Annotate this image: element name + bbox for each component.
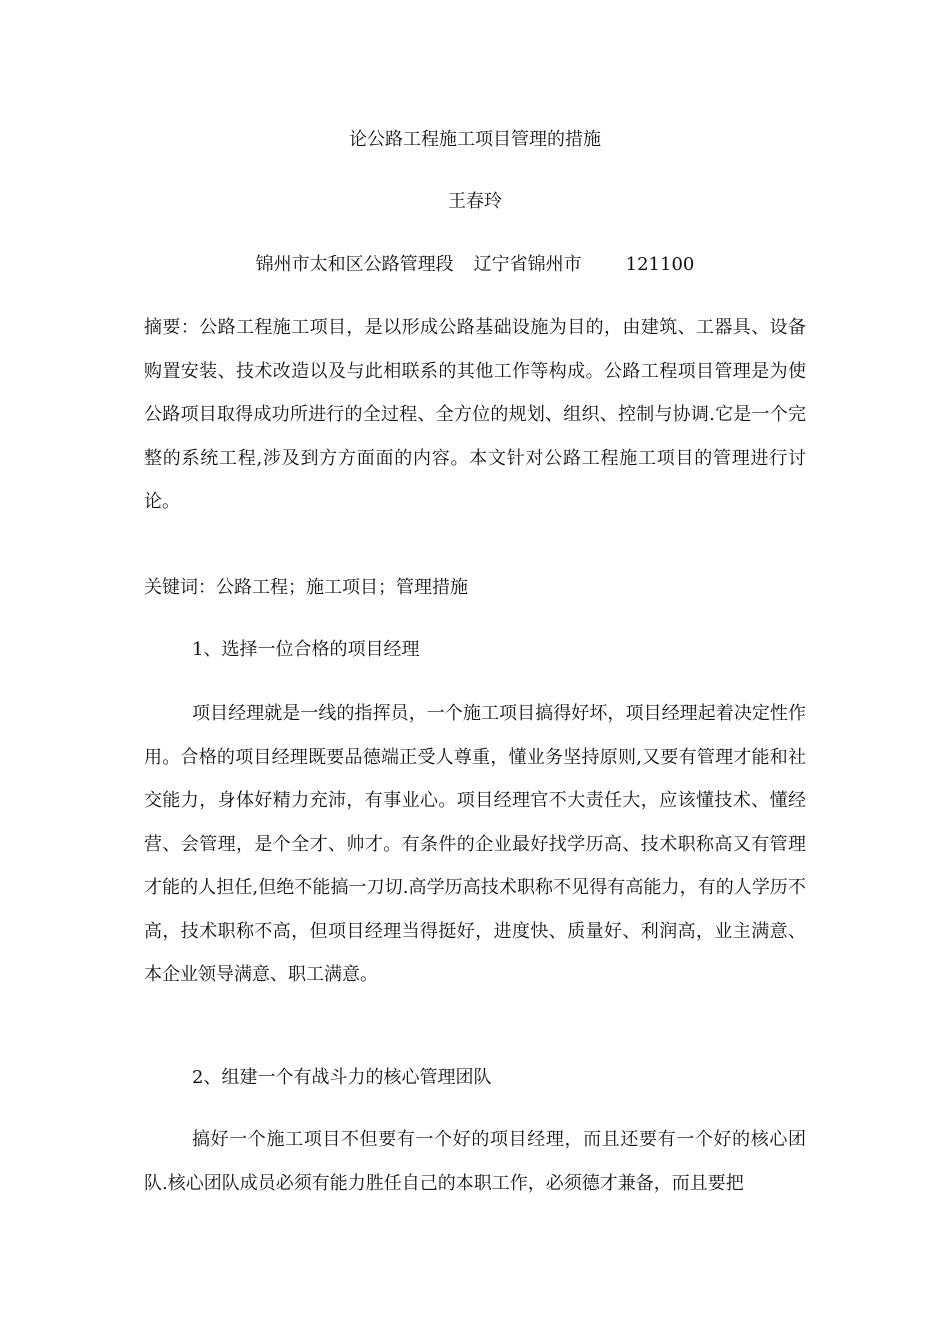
affiliation-location: 辽宁省锦州市 bbox=[473, 254, 582, 275]
affiliation-postcode: 121100 bbox=[625, 254, 695, 275]
abstract-paragraph: 摘要：公路工程施工项目，是以形成公路基础设施为目的，由建筑、工器具、设备购置安装、技术改造以及与此相联系的其他工作等构成。公路工程项目管理是为使公路项目取得成功所进行的全过程、全方位的规划、组织、控制与协调.它是一个完整的系统工程,涉及到方方面面的内容。本文针对公路工程施工项目的管理进行讨论。 bbox=[144, 317, 806, 512]
author-affiliation bbox=[0, 253, 950, 277]
affiliation-unit: 锦州市太和区公路管理段 bbox=[255, 254, 454, 275]
keywords-line: 关键词：公路工程；施工项目；管理措施 bbox=[144, 577, 468, 598]
author-name: 王春玲 bbox=[448, 191, 502, 212]
section-paragraph-1: 项目经理就是一线的指挥员，一个施工项目搞得好坏，项目经理起着决定性作用。合格的项目经理既要品德端正受人尊重，懂业务坚持原则,又要有管理才能和社交能力，身体好精力充沛，有事业心。项目经理官不大责任大，应该懂技术、懂经营、会管理，是个全才、帅才。有条件的企业最好找学历高、技术职称高又有管理才能的人担任,但绝不能搞一刀切.高学历高技术职称不见得有高能力，有的人学历不高，技术职称不高，但项目经理当得挺好，进度快、质量好、利润高，业主满意、本企业领导满意、职工满意。 bbox=[144, 703, 806, 985]
section-heading-1: 1、选择一位合格的项目经理 bbox=[192, 639, 420, 660]
document-title: 论公路工程施工项目管理的措施 bbox=[349, 129, 601, 150]
section-paragraph-2: 搞好一个施工项目不但要有一个好的项目经理，而且还要有一个好的核心团队.核心团队成员必须有能力胜任自己的本职工作，必须德才兼备，而且要把 bbox=[144, 1129, 806, 1194]
section-heading-2: 2、组建一个有战斗力的核心管理团队 bbox=[192, 1067, 492, 1088]
